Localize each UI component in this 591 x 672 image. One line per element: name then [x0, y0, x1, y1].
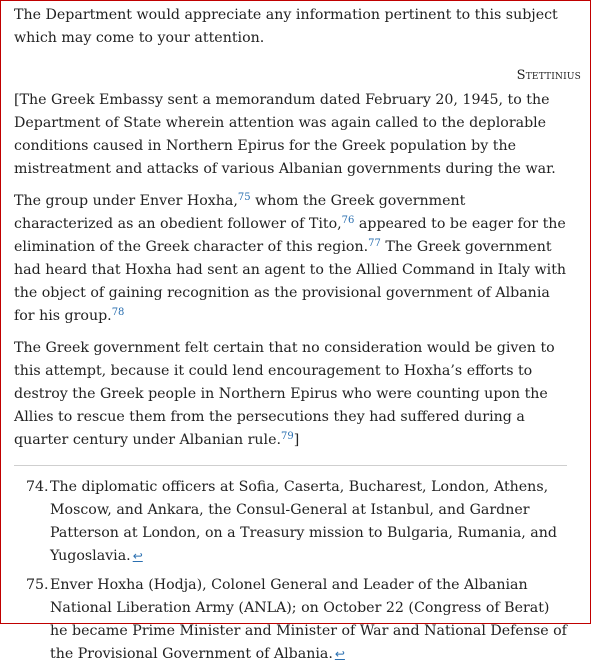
footnotes-divider — [14, 465, 567, 466]
footnote-text — [50, 574, 567, 666]
paragraph-text: The group under Enver Hoxha, — [14, 193, 238, 209]
footnote-ref-76[interactable]: 76 — [341, 215, 355, 226]
editorial-paragraph-2 — [14, 190, 567, 328]
paragraph-text: appeared to be eager for the elimination of the Greek character of this region. — [14, 216, 566, 255]
footnote-ref-77[interactable]: 77 — [368, 238, 381, 249]
closing-bracket: ] — [293, 432, 300, 448]
editorial-paragraph-1: [The Greek Embassy sent a memorandum dated February 20, 1945, to the Department of State wherein attention was again called to the deplorable conditions caused in Northern Epirus for the Greek population by the mistreatment and attacks of various Albanian governments during the war. — [14, 92, 556, 177]
footnote-body: The diplomatic officers at Sofia, Caserta, Bucharest, London, Athens, Moscow, and Ankara, the Consul-General at Istanbul, and Gardner Patterson at London, on a Treasury mission to Bulgaria, Rumania, and Yugoslavia. — [50, 479, 557, 564]
footnote-body: Enver Hoxha (Hodja), Colonel General and Leader of the Albanian National Liberation Army (ANLA); on October 22 (Congress of Berat) he became Prime Minister and Minister of War and National Defense of the Provisional Government of Albania. — [50, 577, 567, 662]
signature: Stettinius — [516, 68, 581, 83]
footnote-text — [50, 476, 567, 568]
footnote-ref-78[interactable]: 78 — [111, 307, 125, 318]
footnote-number: 75. — [26, 577, 49, 593]
footnote-number: 74. — [26, 479, 49, 495]
paragraph-text: The Greek government felt certain that no consideration would be given to this attempt, because it could lend encouragement to Hoxha’s efforts to destroy the Greek people in Northern Epirus who were counting upon the Allies to rescue them from the persecutions they had suffered during a quarter century under Albanian rule. — [14, 340, 555, 448]
paragraph-text: The Greek government had heard that Hoxha had sent an agent to the Allied Command in Italy with the object of gaining recognition as the provisional government of Albania for his group. — [14, 239, 567, 324]
document-content — [14, 1, 581, 672]
editorial-paragraph-3 — [14, 337, 567, 452]
footnote-ref-79[interactable]: 79 — [281, 431, 294, 442]
footnote-74 — [26, 476, 567, 568]
closing-paragraph: The Department would appreciate any information pertinent to this subject which may come to your attention. — [14, 7, 558, 46]
paragraph-text: whom the Greek government characterized as an obedient follower of Tito, — [14, 193, 466, 232]
return-arrow-icon[interactable]: ↩ — [334, 647, 345, 661]
footnote-75 — [26, 574, 567, 666]
footnote-ref-75[interactable]: 75 — [237, 192, 251, 203]
return-arrow-icon[interactable]: ↩ — [132, 549, 143, 563]
